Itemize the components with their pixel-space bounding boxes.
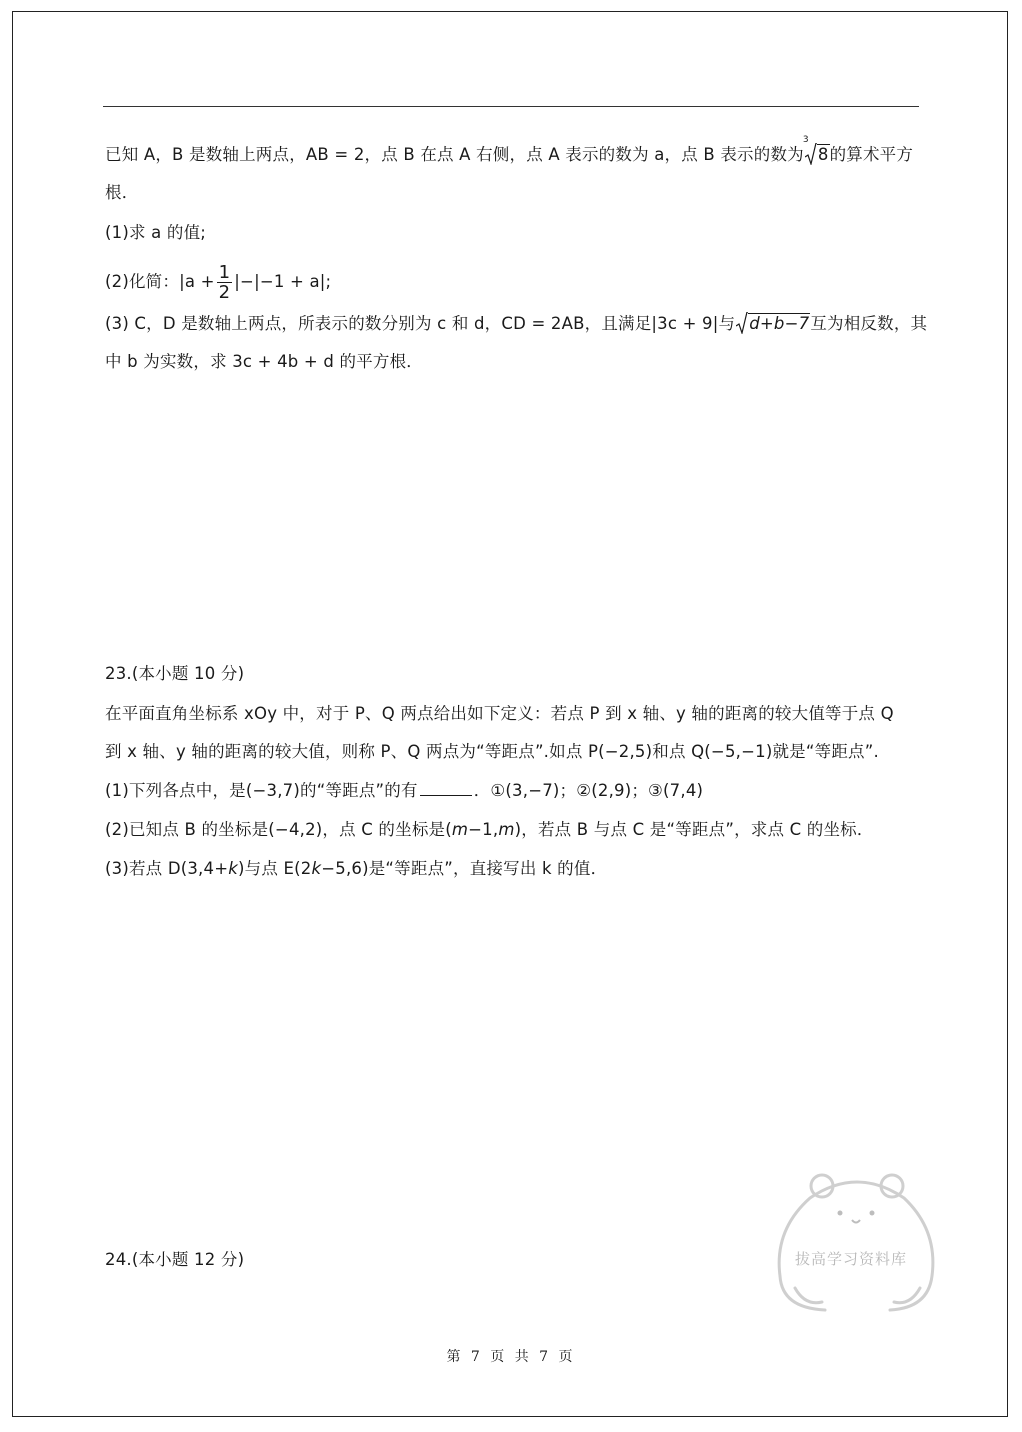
q23-part2-mid: −1,	[468, 820, 499, 839]
answer-blank[interactable]	[420, 779, 472, 796]
cube-root-8	[802, 135, 830, 167]
q23-part1-text: (1)下列各点中，是(−3,7)的“等距点”的有	[105, 781, 418, 800]
q22-intro-text: 已知 A，B 是数轴上两点，AB = 2，点 B 在点 A 右侧，点 A 表示的数为 a，点 B 表示的数为	[105, 145, 804, 164]
q22-part3-line1	[105, 312, 927, 336]
q23-part3	[105, 857, 607, 881]
q23-part3-mid: )与点 E(2	[238, 859, 312, 878]
q23-heading: 23.(本小题 10 分)	[105, 664, 245, 683]
q22-part2-text: (2)化简：|a +	[105, 272, 215, 291]
q23-part2	[105, 818, 874, 842]
q23-part2-text: (2)已知点 B 的坐标是(−4,2)，点 C 的坐标是(	[105, 820, 452, 839]
q23-part1	[105, 779, 703, 803]
fraction-half	[217, 263, 233, 302]
q22-part1: (1)求 a 的值;	[105, 223, 207, 242]
q22-part3-text-end: 互为相反数，其	[810, 314, 928, 333]
q22-part2	[105, 263, 331, 302]
fraction-numerator: 1	[218, 262, 231, 283]
bear-icon	[770, 1168, 945, 1318]
header-rule	[103, 106, 919, 107]
root-index: 3	[802, 135, 809, 145]
root-radicand: 8	[817, 145, 829, 164]
variable-k: k	[311, 859, 322, 878]
q22-intro-line1	[105, 135, 914, 167]
sqrt-expression	[736, 312, 810, 336]
variable-k: k	[228, 859, 238, 878]
variable-m: m	[451, 820, 469, 839]
variable-m: m	[498, 820, 515, 839]
q23-part2-text-end: )，若点 B 与点 C 是“等距点”，求点 C 的坐标．	[514, 820, 874, 839]
root-radicand: d+b−7	[749, 314, 810, 333]
q24-heading: 24.(本小题 12 分)	[105, 1250, 245, 1269]
q23-definition-line1: 在平面直角坐标系 xOy 中，对于 P、Q 两点给出如下定义：若点 P 到 x 轴、y 轴的距离的较大值等于点 Q	[105, 704, 894, 723]
q22-intro-line2: 根．	[105, 183, 139, 202]
radical-sign-icon	[736, 312, 748, 334]
q22-part3-line2: 中 b 为实数，求 3c + 4b + d 的平方根．	[105, 352, 423, 371]
q23-part1-options: ．①(3,−7)；②(2,9)；③(7,4)	[473, 781, 704, 800]
watermark-text: 拔高学习资料库	[795, 1250, 908, 1268]
q23-definition-line2: 到 x 轴、y 轴的距离的较大值，则称 P、Q 两点为“等距点”.如点 P(−2,5)和点 Q(−5,−1)就是“等距点”.	[105, 742, 879, 761]
fraction-denominator: 2	[218, 282, 231, 303]
q22-part3-text: (3) C，D 是数轴上两点，所表示的数分别为 c 和 d，CD = 2AB，且满足|3c + 9|与	[105, 314, 736, 333]
q23-part3-text-end: −5,6)是“等距点”，直接写出 k 的值．	[321, 859, 608, 878]
q22-intro-text-end: 的算术平方	[829, 145, 914, 164]
page-number: 第 7 页 共 7 页	[446, 1349, 576, 1365]
radical-sign-icon	[805, 143, 817, 165]
q22-part2-text-end: |−|−1 + a|;	[234, 272, 332, 291]
q23-part3-text: (3)若点 D(3,4+	[105, 859, 229, 878]
